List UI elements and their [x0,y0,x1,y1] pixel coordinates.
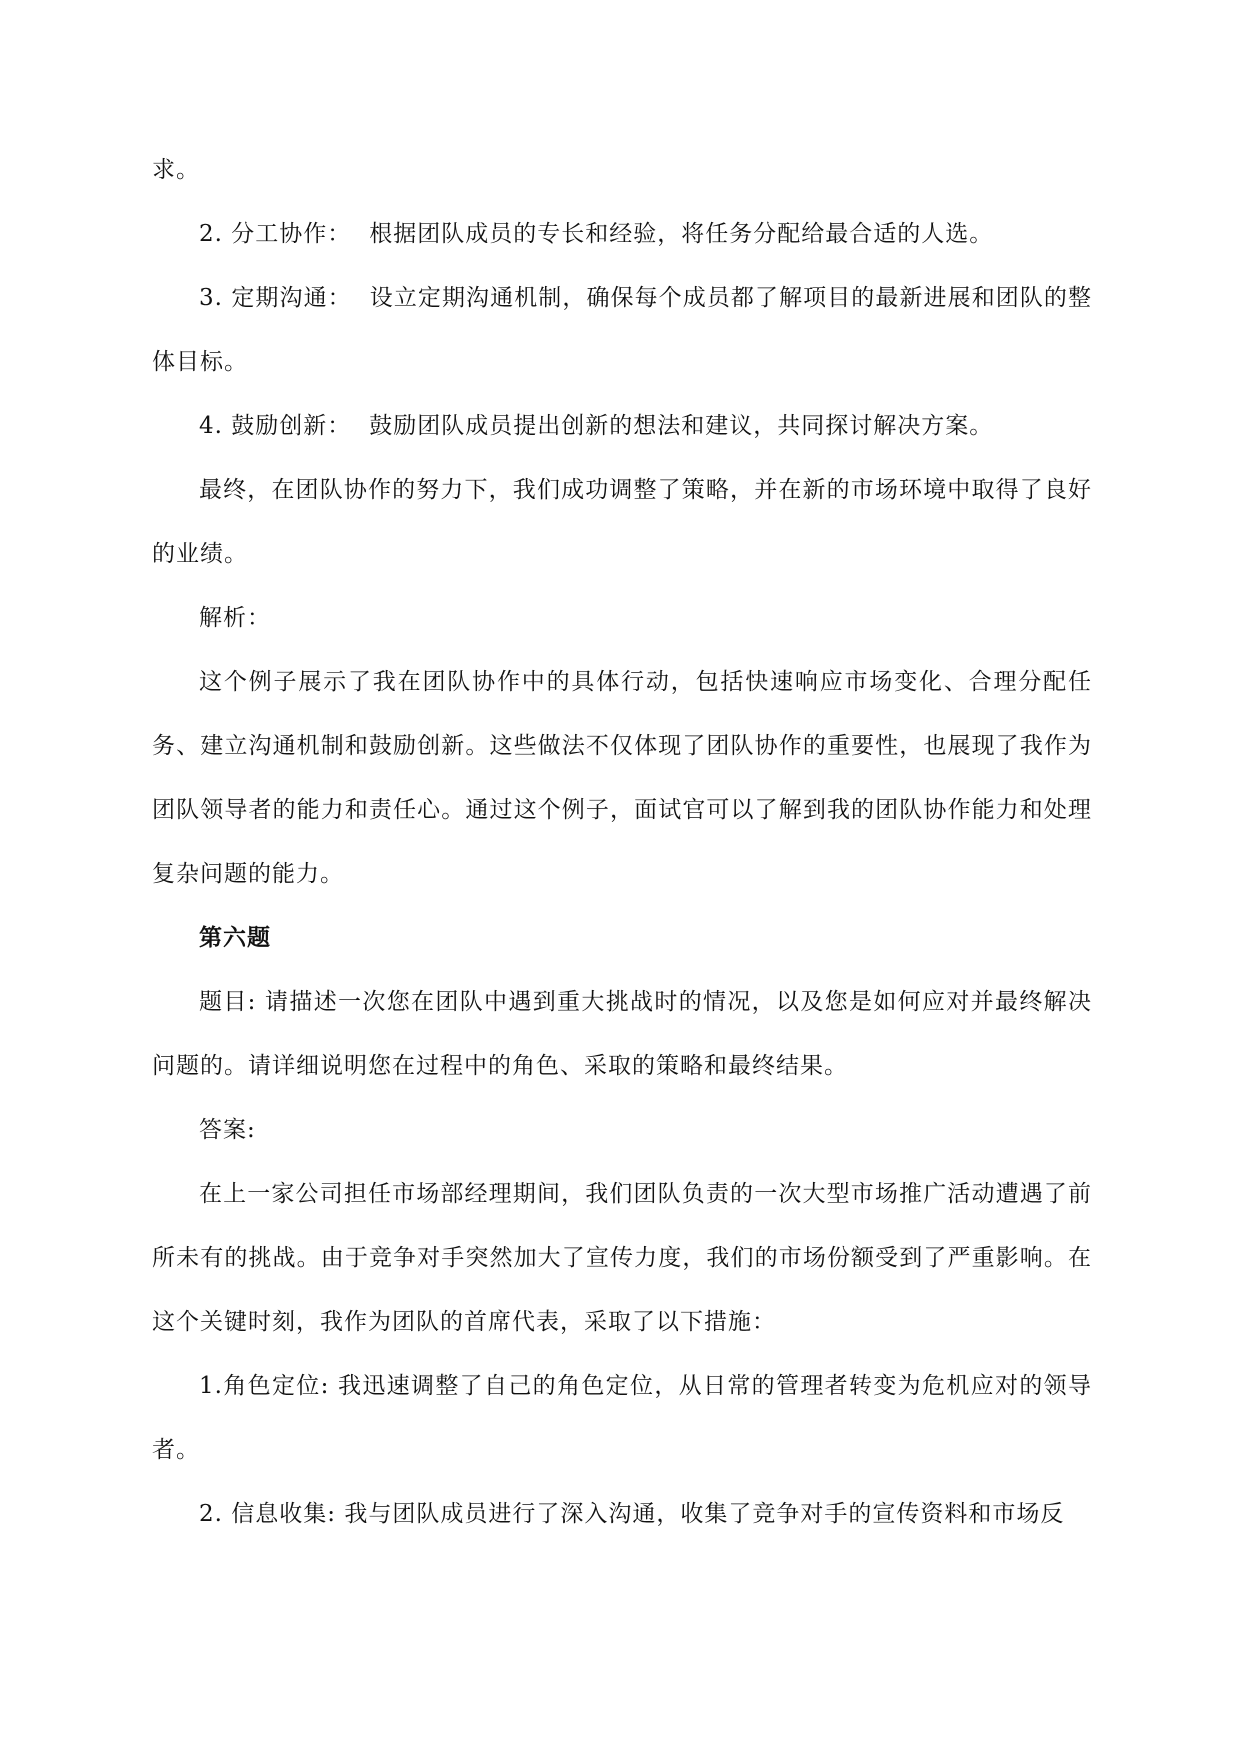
list-item-text: 设立定期沟通机制，确保每个成员都了解项目的最新进展和团队的整体目标。 [152,285,1092,375]
list-item-label: 2. 分工协作： [199,221,352,247]
list-item-division-of-labor [152,202,1092,266]
measure-role-positioning: 1.角色定位: 我迅速调整了自己的角色定位，从日常的管理者转变为危机应对的领导者。 [152,1373,1092,1463]
paragraph-question: 题目: 请描述一次您在团队中遇到重大挑战时的情况，以及您是如何应对并最终解决问题的。请详细说明您在过程中的角色、采取的策略和最终结果。 [152,989,1092,1079]
list-item-label: 3. 定期沟通： [199,285,352,311]
section-heading: 第六题 [199,924,271,951]
list-item-text: 根据团队成员的专长和经验，将任务分配给最合适的人选。 [369,221,994,247]
analysis-label: 解析： [199,605,271,631]
list-item-text: 鼓励团队成员提出创新的想法和建议，共同探讨解决方案。 [369,413,994,439]
paragraph-answer: 在上一家公司担任市场部经理期间，我们团队负责的一次大型市场推广活动遭遇了前所未有的挑战。由于竞争对手突然加大了宣传力度，我们的市场份额受到了严重影响。在这个关键时刻，我作为团队的首席代表，采取了以下措施： [152,1181,1092,1335]
paragraph-continuation: 求。 [152,157,200,183]
list-item-label: 4. 鼓励创新： [199,413,352,439]
answer-label: 答案: [199,1117,256,1143]
paragraph-analysis: 这个例子展示了我在团队协作中的具体行动，包括快速响应市场变化、合理分配任务、建立沟通机制和鼓励创新。这些做法不仅体现了团队协作的重要性，也展现了我作为团队领导者的能力和责任心。通过这个例子，面试官可以了解到我的团队协作能力和处理复杂问题的能力。 [152,669,1092,887]
document-body [152,138,1092,1546]
measure-information-collection: 2. 信息收集: 我与团队成员进行了深入沟通，收集了竞争对手的宣传资料和市场反 [199,1501,1065,1527]
paragraph-conclusion: 最终，在团队协作的努力下，我们成功调整了策略，并在新的市场环境中取得了良好的业绩。 [152,477,1092,567]
list-item-regular-communication [152,266,1092,394]
list-item-encourage-innovation [152,394,1092,458]
